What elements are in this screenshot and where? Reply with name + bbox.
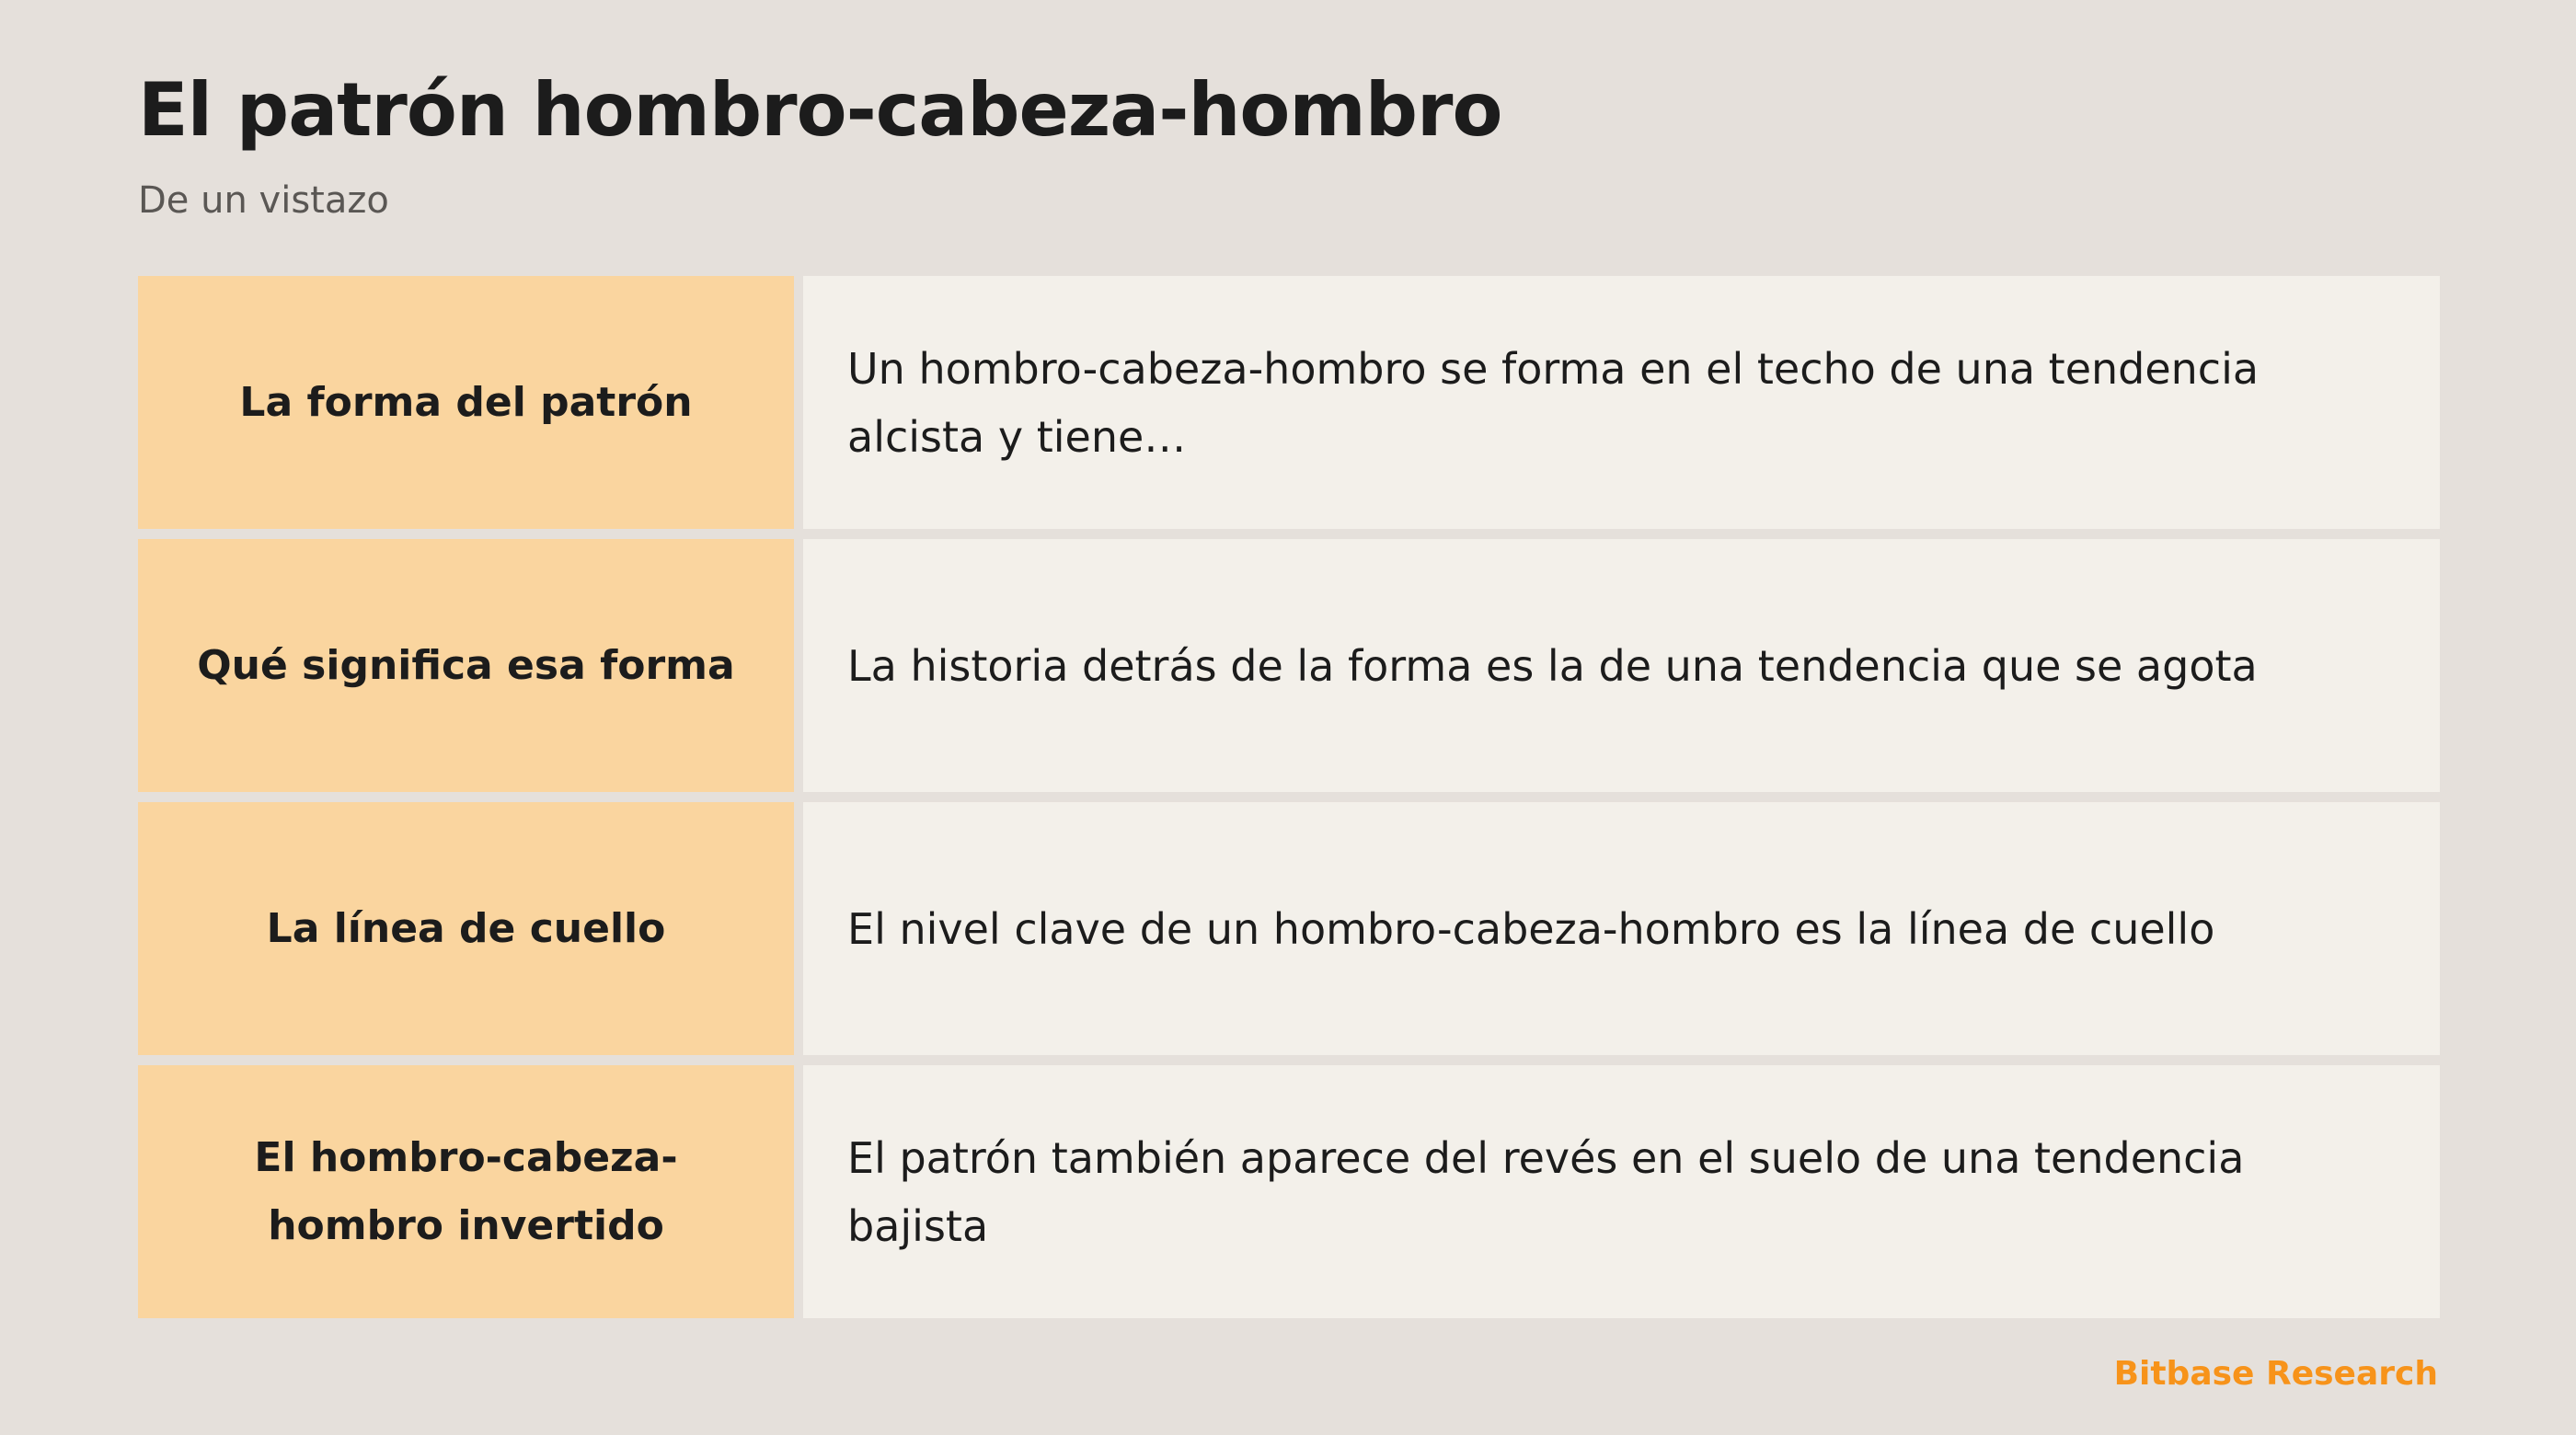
row-label: Qué significa esa forma [138, 539, 794, 792]
row-label: La forma del patrón [138, 276, 794, 529]
row-description: Un hombro-cabeza-hombro se forma en el techo de una tendencia alcista y tiene… [803, 276, 2440, 529]
row-description: La historia detrás de la forma es la de una tendencia que se agota [803, 539, 2440, 792]
page-subtitle: De un vistazo [138, 179, 389, 222]
brand-footer: Bitbase Research [2113, 1355, 2438, 1393]
row-description: El patrón también aparece del revés en el suelo de una tendencia bajista [803, 1065, 2440, 1318]
table-row [138, 539, 2440, 792]
row-description: El nivel clave de un hombro-cabeza-hombro es la línea de cuello [803, 802, 2440, 1055]
table-row [138, 802, 2440, 1055]
page-title: El patrón hombro-cabeza-hombro [138, 67, 1502, 153]
table-row [138, 1065, 2440, 1318]
summary-table [138, 276, 2440, 1318]
row-label: La línea de cuello [138, 802, 794, 1055]
row-label: El hombro-cabeza-hombro invertido [138, 1065, 794, 1318]
table-row [138, 276, 2440, 529]
